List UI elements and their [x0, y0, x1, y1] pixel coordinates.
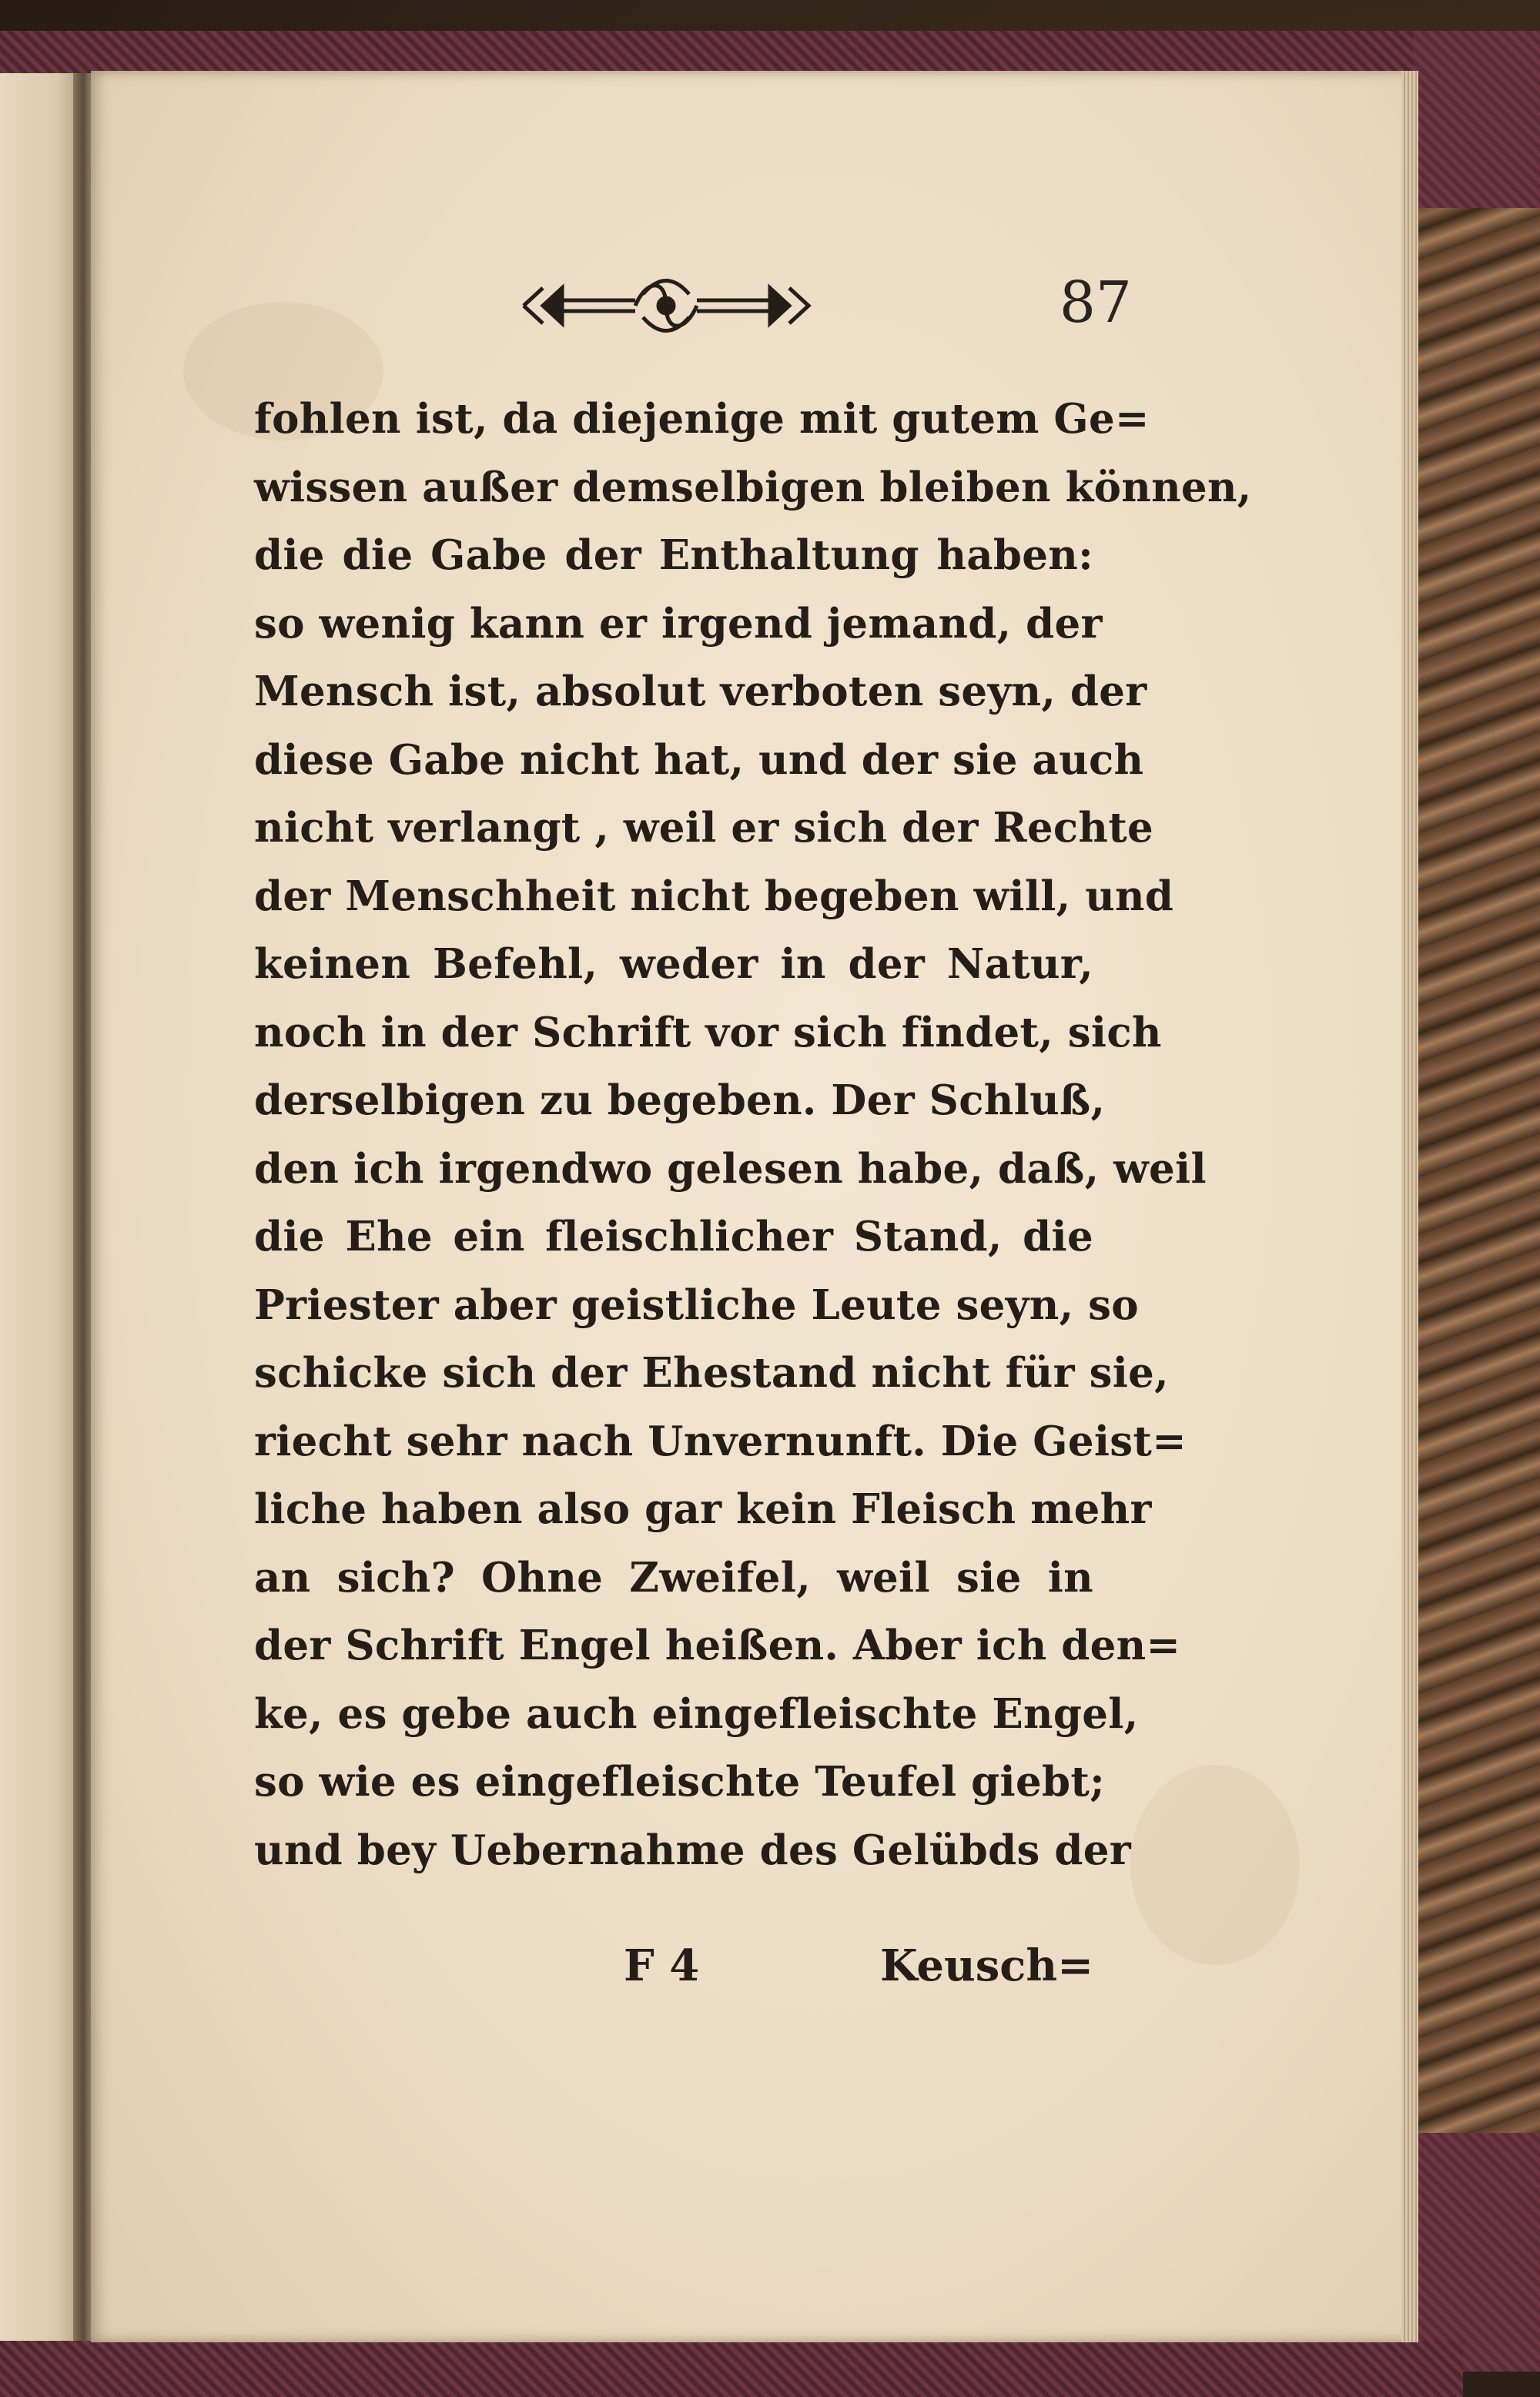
- text-line: fohlen ist, da diejenige mit gutem Ge=: [254, 395, 1150, 443]
- text-line: schicke sich der Ehestand nicht für sie,: [254, 1349, 1169, 1397]
- book-cover-corner-top: [1413, 31, 1540, 208]
- book-cover-marbled-board: [1413, 31, 1540, 2372]
- facing-page: [0, 73, 81, 2341]
- body-text: [254, 385, 1252, 1884]
- page-number: 87: [1059, 269, 1132, 336]
- text-line: nicht verlangt , weil er sich der Rechte: [254, 804, 1154, 852]
- text-line: so wie es eingefleischte Teufel giebt;: [254, 1758, 1105, 1806]
- text-line: die Ehe ein fleischlicher Stand, die: [254, 1213, 1093, 1260]
- text-line: so wenig kann er irgend jemand, der: [254, 599, 1103, 648]
- text-line: derselbigen zu begeben. Der Schluß,: [254, 1076, 1106, 1124]
- text-line: die die Gabe der Enthaltung haben:: [254, 531, 1093, 579]
- text-line: liche haben also gar kein Fleisch mehr: [254, 1485, 1152, 1533]
- paper-stain: [1130, 1765, 1300, 1965]
- decorative-ornament-icon: [508, 271, 824, 340]
- text-line: keinen Befehl, weder in der Natur,: [254, 940, 1093, 988]
- text-line: den ich irgendwo gelesen habe, daß, weil: [254, 1144, 1207, 1193]
- book-cover-bottom-edge: [0, 2341, 1463, 2397]
- text-line: noch in der Schrift vor sich findet, sich: [254, 1008, 1162, 1056]
- text-line: Mensch ist, absolut verboten seyn, der: [254, 668, 1147, 715]
- text-line: der Menschheit nicht begeben will, und: [254, 872, 1174, 920]
- page-edges: [1401, 71, 1418, 2342]
- text-line: der Schrift Engel heißen. Aber ich den=: [254, 1622, 1181, 1669]
- book-cover-corner-bottom: [1413, 2133, 1540, 2372]
- text-line: ke, es gebe auch eingefleischte Engel,: [254, 1689, 1139, 1738]
- page-footer: [254, 1940, 1093, 2010]
- signature-mark: F 4: [624, 1940, 700, 1991]
- text-line: riecht sehr nach Unvernunft. Die Geist=: [254, 1417, 1187, 1465]
- text-line: diese Gabe nicht hat, und der sie auch: [254, 735, 1144, 784]
- catchword: Keusch=: [879, 1940, 1093, 1991]
- text-line: Priester aber geistliche Leute seyn, so: [254, 1281, 1139, 1329]
- text-line: wissen außer demselbigen bleiben können,: [254, 463, 1252, 511]
- book-cover-top-edge: [0, 31, 1463, 77]
- text-line: an sich? Ohne Zweifel, weil sie in: [254, 1553, 1093, 1602]
- text-line: und bey Uebernahme des Gelübds der: [254, 1826, 1131, 1874]
